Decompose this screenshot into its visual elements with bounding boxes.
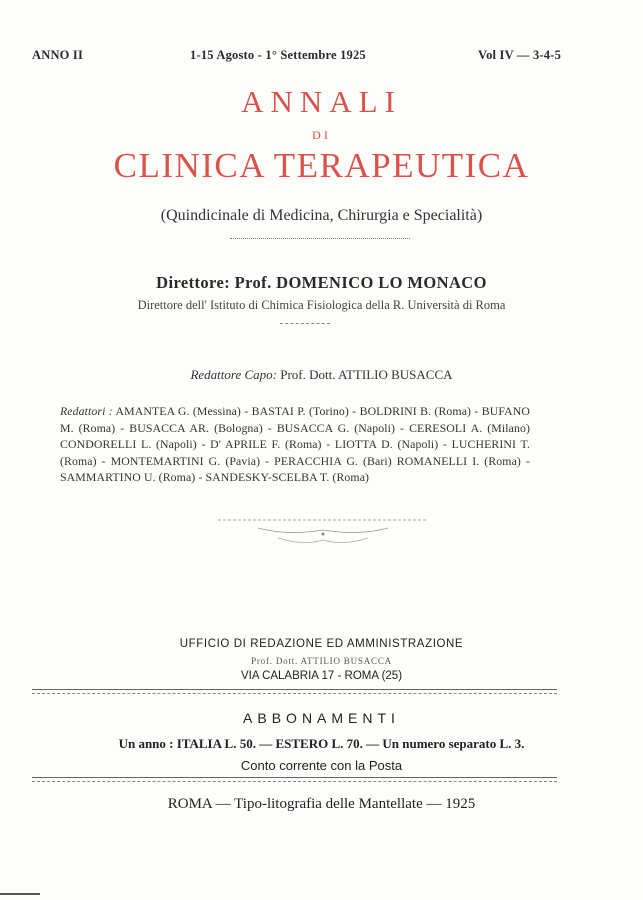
journal-title-clinica: CLINICA TERAPEUTICA	[113, 146, 530, 185]
director-affiliation: Direttore dell' Istituto di Chimica Fisiologica della R. Università di Roma	[137, 298, 506, 312]
squiggle-divider	[230, 238, 410, 239]
rule-bottom-2	[32, 781, 557, 782]
postal-account: Conto corrente con la Posta	[240, 758, 403, 773]
volume-number: Vol IV — 3-4-5	[478, 48, 562, 62]
chief-editor-line	[0, 367, 643, 383]
office-address: VIA CALABRIA 17 - ROMA (25)	[240, 670, 403, 682]
volume-year-label: ANNO II	[32, 48, 84, 62]
ornament-divider	[218, 512, 428, 552]
subscription-prices: Un anno : ITALIA L. 50. — ESTERO L. 70. — Un numero separato L. 3.	[118, 736, 525, 751]
short-divider	[280, 323, 330, 324]
rule-top-1	[32, 689, 557, 690]
journal-subtitle: (Quindicinale di Medicina, Chirurgia e Specialità)	[160, 207, 483, 224]
office-contact: Prof. Dott. ATTILIO BUSACCA	[251, 656, 392, 666]
office-title: UFFICIO DI REDAZIONE ED AMMINISTRAZIONE	[179, 638, 464, 650]
subscriptions-heading: ABBONAMENTI	[243, 710, 400, 726]
rule-top-2	[32, 693, 557, 694]
chief-editor-label: Redattore Capo:	[190, 367, 277, 382]
director-line: Direttore: Prof. DOMENICO LO MONACO	[156, 273, 487, 292]
printer-imprint: ROMA — Tipo-litografia delle Mantellate — 1925	[167, 796, 476, 812]
edge-mark	[0, 893, 40, 895]
editors-list: AMANTEA G. (Messina) - BASTAI P. (Torino) - BOLDRINI B. (Roma) - BUFANO M. (Roma) - BUSACCA AR. (Bologna) - BUSACCA G. (Napoli) - CERESOLI A. (Milano) CONDORELLI L. (Napoli) - D' APRILE F. (Roma) - LIOTTA D. (Napoli) - LUCHERINI T. (Roma) - MONTEMARTINI G. (Pavia) - PERACCHIA G. (Bari) ROMANELLI I. (Roma) - SAMMARTINO U. (Roma) - SANDESKY-SCELBA T. (Roma)	[60, 404, 530, 484]
issue-date: 1-15 Agosto - 1° Settembre 1925	[190, 48, 366, 62]
editors-block	[60, 403, 530, 486]
journal-title-di: DI	[312, 128, 331, 142]
journal-title-annali: ANNALI	[241, 84, 402, 119]
editors-label: Redattori :	[60, 404, 113, 418]
rule-bottom-1	[32, 777, 557, 778]
chief-editor-name: Prof. Dott. ATTILIO BUSACCA	[280, 367, 453, 382]
